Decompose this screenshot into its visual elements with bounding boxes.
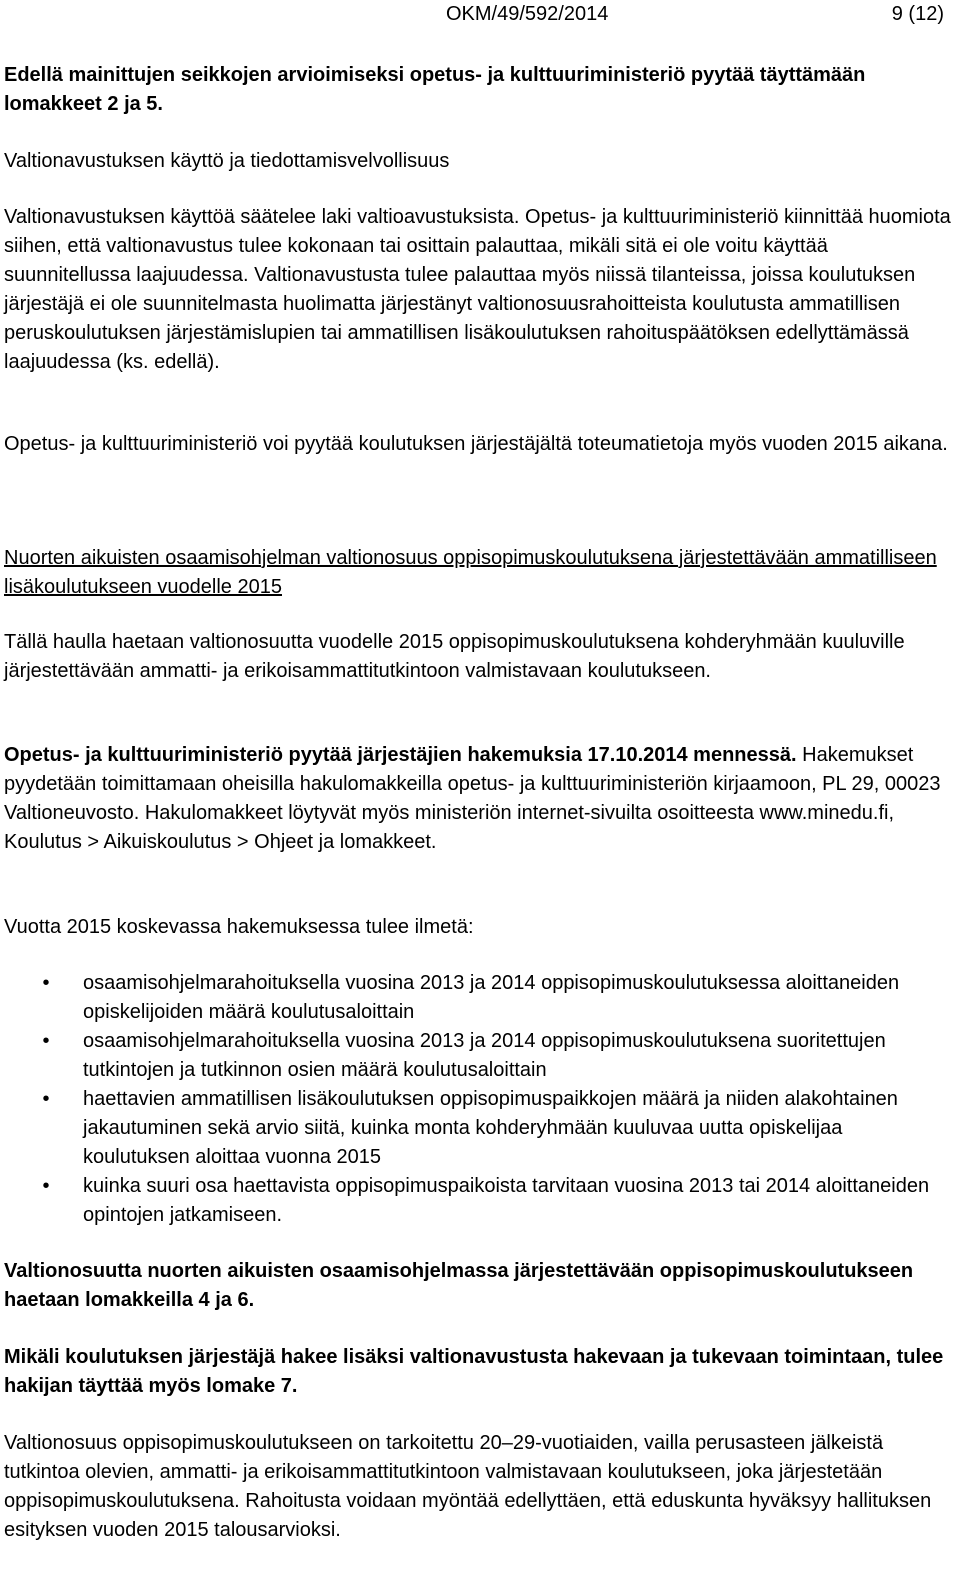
section-heading-valtionavustus: Valtionavustuksen käyttö ja tiedottamisvelvollisuus xyxy=(4,150,450,172)
bullet-icon: • xyxy=(42,1088,50,1110)
bullet-icon: • xyxy=(42,1175,50,1197)
list-intro: Vuotta 2015 koskevassa hakemuksessa tulee ilmetä: xyxy=(4,916,474,938)
final-paragraph: Valtionosuus oppisopimuskoulutukseen on tarkoitettu 20–29-vuotiaiden, vailla perusasteen jälkeistä tutkintoa olevien, ammatti- ja erikoisammattitutkintoon valmistavaan koulutukseen, joka järjestetään oppisopimuskoulutuksena. Rahoitusta voidaan myöntää edellyttäen, että eduskunta hyväksyy hallituksen esityksen vuoden 2015 talousarvioksi. xyxy=(4,1432,932,1541)
page-header xyxy=(4,0,952,30)
list-item xyxy=(4,969,952,1027)
list-item xyxy=(4,1085,952,1172)
bold-note-lomake-7: Mikäli koulutuksen järjestäjä hakee lisäksi valtionavustusta hakevaan ja tukevaan toimintaan, tulee hakijan täyttää myös lomake 7. xyxy=(4,1346,944,1397)
intro-paragraph: Edellä mainittujen seikkojen arvioimiseksi opetus- ja kulttuuriministeriö pyytää täyttämään lomakkeet 2 ja 5. xyxy=(4,64,866,115)
list-item xyxy=(4,1172,952,1230)
deadline-bold-text: Opetus- ja kulttuuriministeriö pyytää järjestäjien hakemuksia 17.10.2014 mennessä. xyxy=(4,744,797,766)
bullet-icon: • xyxy=(42,972,50,994)
page-number: 9 (12) xyxy=(891,3,944,25)
list-item xyxy=(4,1027,952,1085)
paragraph-hakemukset xyxy=(4,741,952,857)
list-item-text: osaamisohjelmarahoituksella vuosina 2013 ja 2014 oppisopimuskoulutuksena suoritettujen tutkintojen ja tutkinnon osien määrä koulutusaloittain xyxy=(83,1030,886,1081)
paragraph-haku: Tällä haulla haetaan valtionosuutta vuodelle 2015 oppisopimuskoulutuksena kohderyhmään kuuluville järjestettävään ammatti- ja erikoisammattitutkintoon valmistavaan koulutukseen. xyxy=(4,631,905,682)
document-id: OKM/49/592/2014 xyxy=(446,3,609,25)
bold-note-lomakkeet-4-6: Valtionosuutta nuorten aikuisten osaamisohjelmassa järjestettävään oppisopimuskoulutukseen haetaan lomakkeilla 4 ja 6. xyxy=(4,1260,914,1311)
list-item-text: haettavien ammatillisen lisäkoulutuksen oppisopimuspaikkojen määrä ja niiden alakohtainen jakautuminen sekä arvio siitä, kuinka monta kohderyhmään kuuluvaa uutta opiskelijaa koulutuksen aloittaa vuonna 2015 xyxy=(83,1088,898,1168)
paragraph-toteumatiedot: Opetus- ja kulttuuriministeriö voi pyytää koulutuksen järjestäjältä toteumatietoja myös vuoden 2015 aikana. xyxy=(4,433,948,455)
list-item-text: kuinka suuri osa haettavista oppisopimuspaikoista tarvitaan vuosina 2013 tai 2014 aloittaneiden opintojen jatkamiseen. xyxy=(83,1175,930,1226)
paragraph-valtionavustuksen-kaytto: Valtionavustuksen käyttöä säätelee laki valtioavustuksista. Opetus- ja kulttuuriministeriö kiinnittää huomiota siihen, että valtionavustus tulee kokonaan tai osittain palauttaa, mikäli sitä ei ole voitu käyttää suunnitellussa laajuudessa. Valtionavustusta tulee palauttaa myös niissä tilanteissa, joissa koulutuksen järjestäjä ei ole suunnitelmasta huolimatta järjestänyt valtionosuusrahoitteista koulutusta ammatillisen peruskoulutuksen järjestämislupien tai ammatillisen lisäkoulutuksen rahoituspäätöksen edellyttämässä laajuudessa (ks. edellä). xyxy=(4,206,951,373)
requirements-list xyxy=(4,969,952,1230)
bullet-icon: • xyxy=(42,1030,50,1052)
deadline-rest-text: Hakemukset pyydetään toimittamaan oheisilla hakulomakkeilla opetus- ja kulttuuriministeriön kirjaamoon, PL 29, 00023 Valtioneuvosto. Hakulomakkeet löytyvät myös ministeriön internet-sivuilta osoitteesta www.minedu.fi, Koulutus > Aikuiskoulutus > Ohjeet ja lomakkeet. xyxy=(4,744,941,853)
section-heading-nuorten-aikuisten: Nuorten aikuisten osaamisohjelman valtionosuus oppisopimuskoulutuksena järjestettävään ammatilliseen lisäkoulutukseen vuodelle 2015 xyxy=(4,547,937,598)
list-item-text: osaamisohjelmarahoituksella vuosina 2013 ja 2014 oppisopimuskoulutuksessa aloittaneiden opiskelijoiden määrä koulutusaloittain xyxy=(83,972,900,1023)
